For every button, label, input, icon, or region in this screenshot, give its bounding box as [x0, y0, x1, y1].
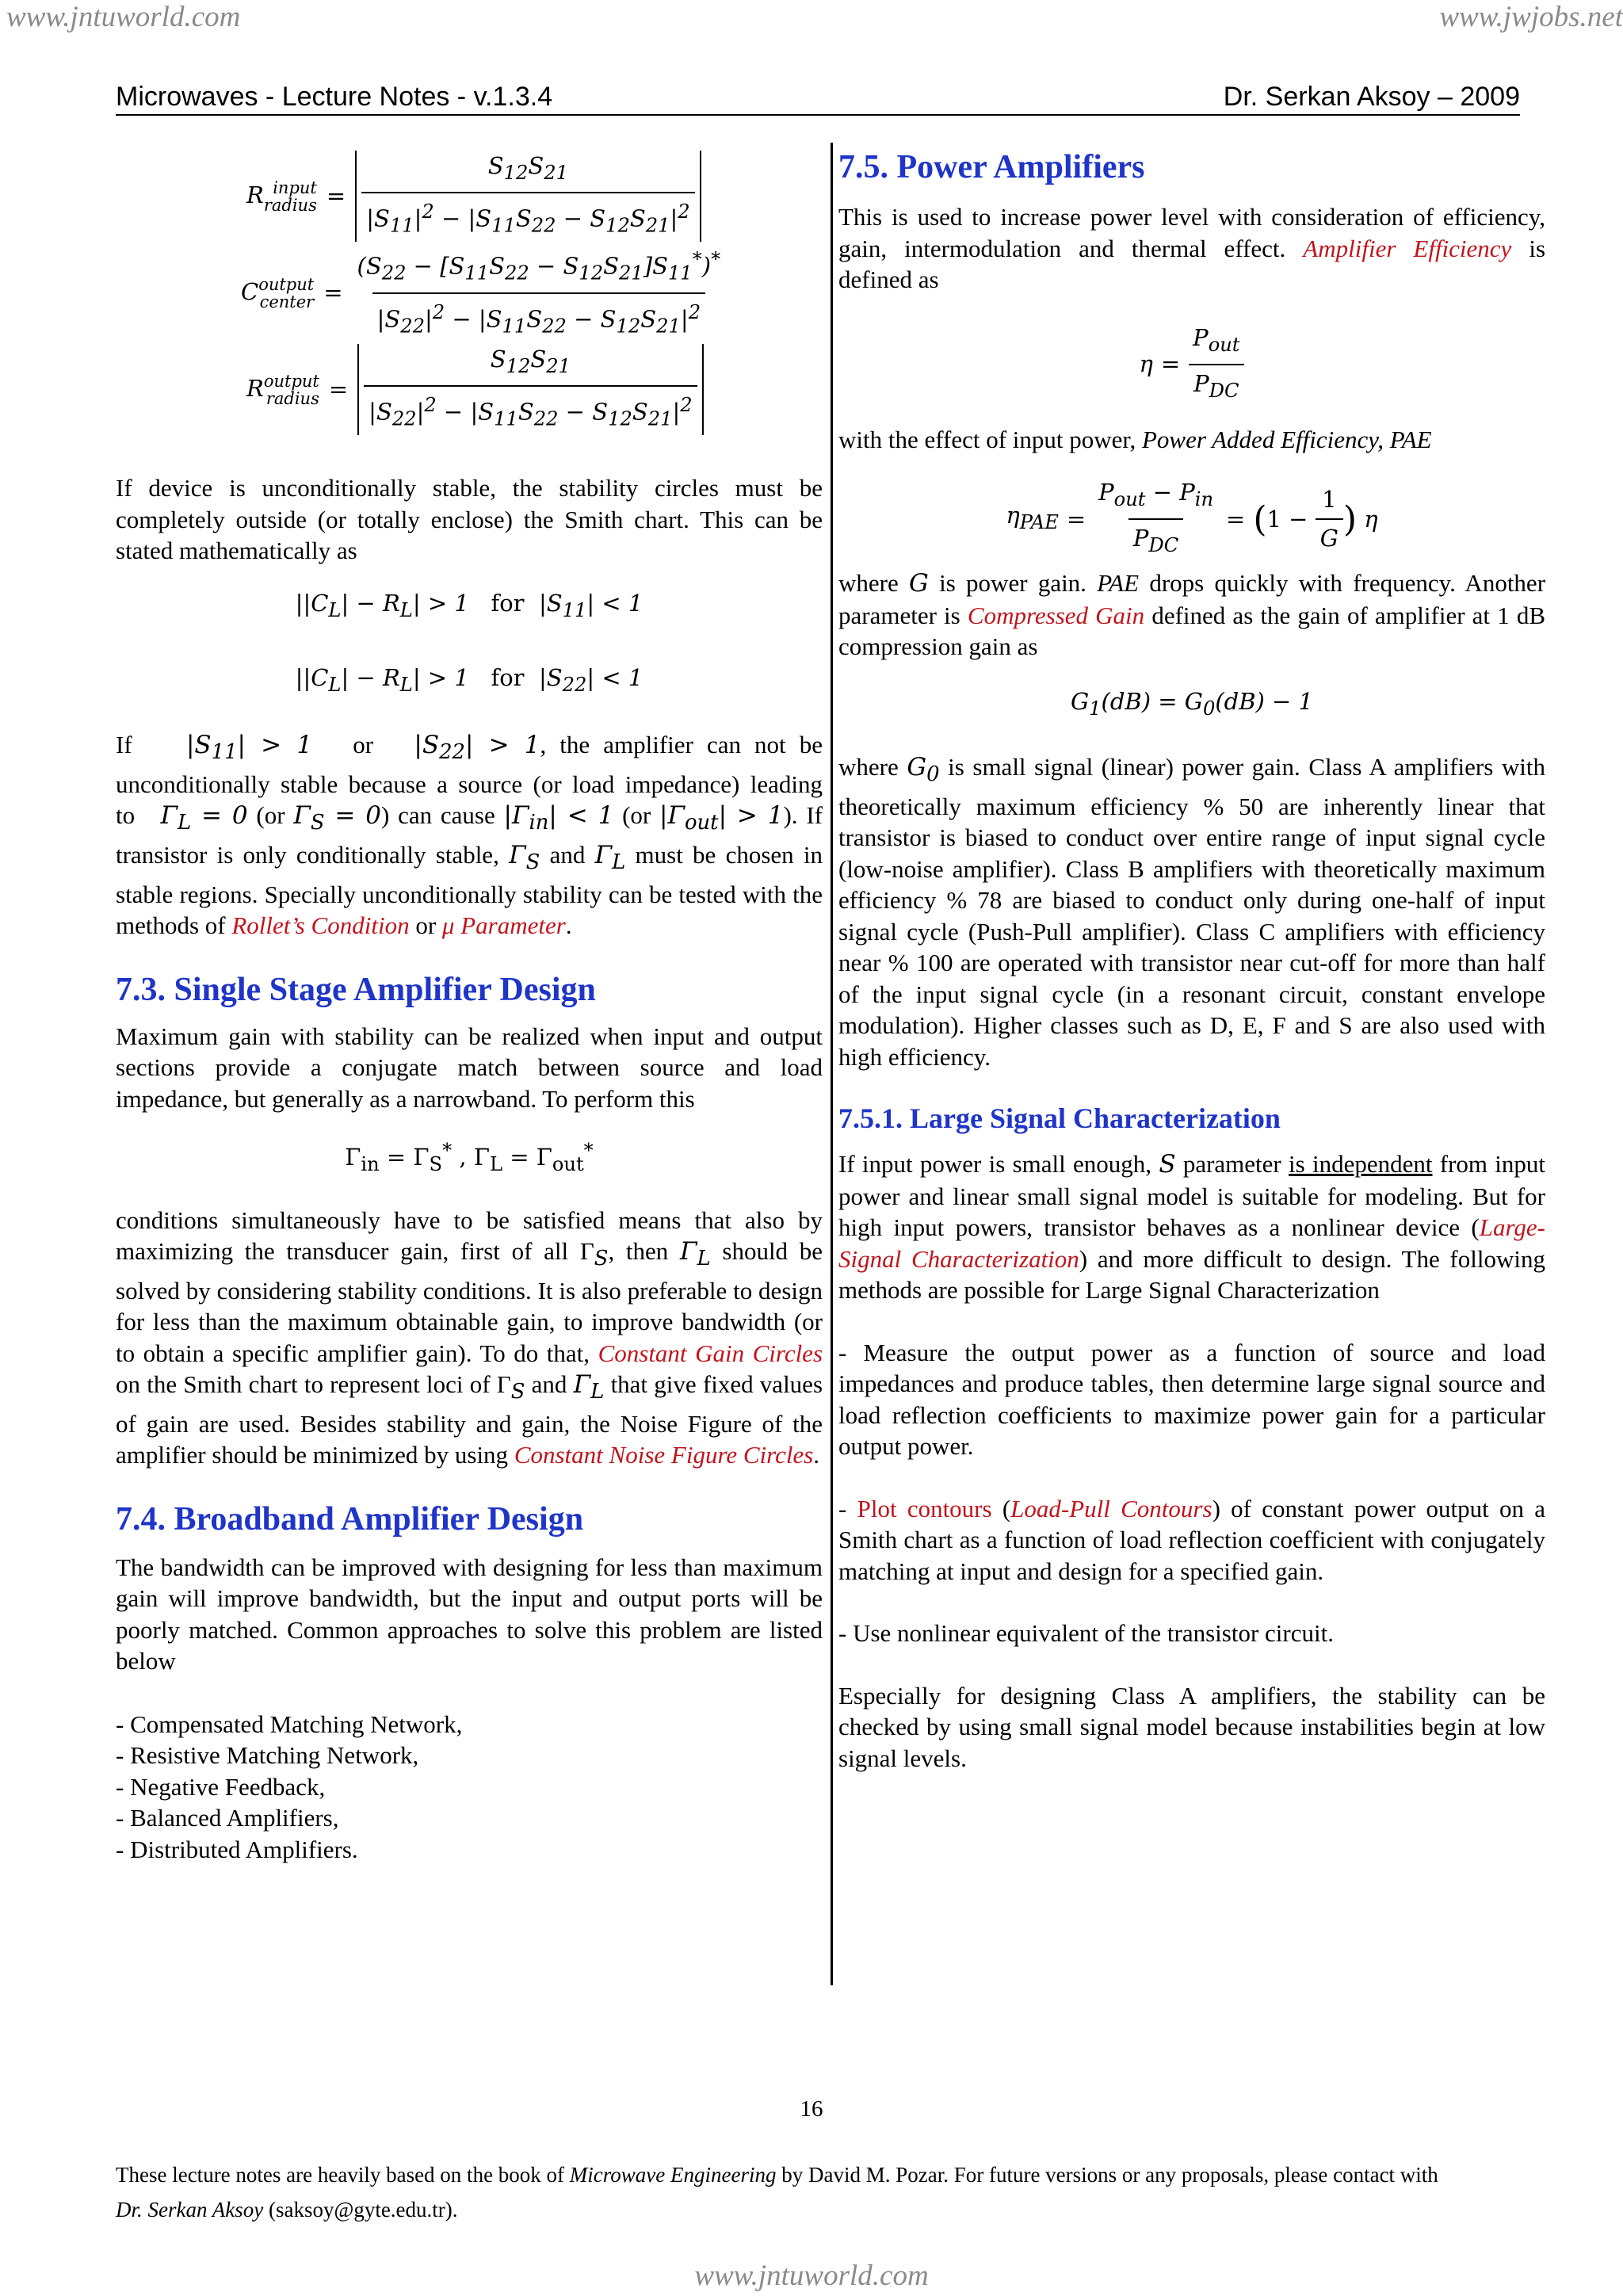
paragraph-large-signal: If input power is small enough, S parameter is independent from input power and linear small signal model is suitable for modeling. But for high input powers, transistor behaves as a nonlinear device (Large-Signal Characterization) and more difficult to design. The following methods are possible for Large Signal Characterization	[838, 1150, 1546, 1305]
header-author: Dr. Serkan Aksoy – 2009	[1223, 82, 1520, 112]
equation-c-output-center: C output center = $\frac{(S_{22} - [S_{11}S_{22} - S_{12}S_{21}]S_{11}^*)^*}{|S_{22}|^2 - |S_{11}S_{22} - S_{12}S_{21}|^2}$	[241, 244, 823, 323]
list-item: - Resistive Matching Network,	[116, 1741, 419, 1770]
right-column	[838, 143, 1545, 1774]
paragraph-7-3-body: conditions simultaneously have to be satisfied means that also by maximizing the transducer gain, first of all $\Gamma_S$, then $\Gamma_L$ should be solved by considering stability conditions. It is also preferable to design for less than the maximum obtainable gain, to improve bandwidth (or to obtain a specific amplifier gain). To do that, Constant Gain Circles on the Smith chart to represent loci of $\Gamma_S$ and $\Gamma_L$ that give fixed values of gain are used. Besides stability and gain, the Noise Figure of the amplifier should be minimized by using Constant Noise Figure Circles.	[116, 1205, 823, 1469]
paragraph-7-5-intro: This is used to increase power level with consideration of efficiency, gain, intermodulation and thermal effect. Amplifier Efficiency is defined as	[838, 203, 1546, 293]
paragraph-compressed-gain: where G is power gain. PAE drops quickly with frequency. Another parameter is Compressed Gain defined as the gain of amplifier at 1 dB compression gain as	[838, 569, 1546, 660]
equation-g1: $G_1(dB) = G_0(dB) - 1$	[1070, 687, 1314, 720]
page-footer: These lecture notes are heavily based on the book of Microwave Engineering by David M. Pozar. For future versions or any proposals, please contact with Dr. Serkan Aksoy (saksoy@gyte.edu.tr).	[116, 2163, 1438, 2222]
watermark-top-right: www.jwjobs.net	[1439, 1, 1623, 33]
paragraph-method-measure: - Measure the output power as a function of source and load impedances and produce tables, then determine large signal source and load reflection coefficients to maximize power gain for a particular output power.	[838, 1338, 1545, 1461]
approaches-list	[116, 1709, 823, 1866]
equation-conjugate-match: $\Gamma_{in} = \Gamma_S^*$ , $\Gamma_L = \Gamma_{out}^*$	[345, 1139, 594, 1175]
watermark-top-left: www.jntuworld.com	[6, 1, 241, 33]
equation-stability-2: $||C_L| - R_L| > 1$ for $|S_{22}| < 1$	[295, 664, 643, 697]
equation-pae: $\eta_{PAE}$ = $\frac{P_{out} - P_{in}}{P_{DC}}$ = ( 1 − $\frac{1}{G}$ ) η	[838, 477, 1545, 548]
left-column	[116, 143, 823, 1865]
paragraph-pae-intro: with the effect of input power, Power Added Efficiency, PAE	[838, 425, 1432, 453]
page-number: 16	[800, 2096, 823, 2122]
list-item: - Balanced Amplifiers,	[116, 1804, 339, 1832]
section-heading-7-5: 7.5. Power Amplifiers	[838, 149, 1145, 185]
paragraph-method-contours: - Plot contours (Load-Pull Contours) of constant power output on a Smith chart as a function of load reflection coefficient with conjugately matching at input and design for a specified gain.	[838, 1494, 1545, 1585]
paragraph-conditional-stability: If $|S_{11}| > 1$ or $|S_{22}| > 1$, the amplifier can not be unconditionally stable because a source (or load impedance) leading to $\Gamma_L = 0$ (or $\Gamma_S = 0$) can cause $|\Gamma_{in}| < 1$ (or $|\Gamma_{out}| > 1$). If transistor is only conditionally stable, $\Gamma_S$ and $\Gamma_L$ must be chosen in stable regions. Specially unconditionally stability can be tested with the methods of Rollet’s Condition or μ Parameter.	[116, 731, 823, 940]
equation-efficiency: η = $\frac{P_{out}}{P_{DC}}$	[838, 323, 1545, 394]
watermark-bottom-center: www.jntuworld.com	[694, 2260, 929, 2292]
paragraph-class-a-stability: Especially for designing Class A amplifiers, the stability can be checked by using small signal model because instabilities begin at low signal levels.	[838, 1681, 1545, 1772]
equation-r-input-radius: R input radius = $\frac{S_{12}S_{21}}{|S_{11}|^2 - |S_{11}S_{22} - S_{12}S_{21}|^2}$	[246, 151, 823, 230]
paragraph-7-3-intro: Maximum gain with stability can be realized when input and output sections provide a conjugate match between source and load impedance, but generally as a narrowband. To perform this	[116, 1022, 823, 1113]
list-item: - Distributed Amplifiers.	[116, 1835, 358, 1863]
equation-r-output-radius: R output radius = $\frac{S_{12}S_{21}}{|S_{22}|^2 - |S_{11}S_{22} - S_{12}S_{21}|^2}$	[246, 344, 823, 423]
list-item: - Negative Feedback,	[116, 1772, 326, 1801]
page-header	[116, 78, 1520, 116]
section-heading-7-4: 7.4. Broadband Amplifier Design	[116, 1500, 584, 1538]
paragraph-method-nonlinear: - Use nonlinear equivalent of the transistor circuit.	[838, 1619, 1334, 1648]
list-item: - Compensated Matching Network,	[116, 1710, 463, 1738]
section-heading-7-3: 7.3. Single Stage Amplifier Design	[116, 971, 596, 1008]
section-heading-7-5-1: 7.5.1. Large Signal Characterization	[838, 1102, 1281, 1135]
equation-stability-1: $||C_L| - R_L| > 1$ for $|S_{11}| < 1$	[295, 589, 643, 621]
paragraph-amplifier-classes: where $G_0$ is small signal (linear) power gain. Class A amplifiers with theoretically maximum efficiency % 50 are inherently linear that transistor is biased to conduct over entire range of input signal cycle (low-noise amplifier). Class B amplifiers with theoretically maximum efficiency % 78 are biased to conduct only during one-half of input signal cycle (Push-Pull amplifier). Class C amplifiers with efficiency near % 100 are operated with transistor near cut-off for more than half of the input signal cycle (in a resonant circuit, constant envelope modulation). Higher classes such as D, E, F and S are also used with high efficiency.	[838, 753, 1546, 1071]
paragraph-stability: If device is unconditionally stable, the stability circles must be completely outside (or totally enclose) the Smith chart. This can be stated mathematically as	[116, 474, 823, 564]
header-title: Microwaves - Lecture Notes - v.1.3.4	[116, 82, 553, 112]
paragraph-7-4: The bandwidth can be improved with designing for less than maximum gain will improve bandwidth, but the input and output ports will be poorly matched. Common approaches to solve this problem are listed below	[116, 1553, 823, 1675]
column-divider	[831, 143, 833, 1985]
